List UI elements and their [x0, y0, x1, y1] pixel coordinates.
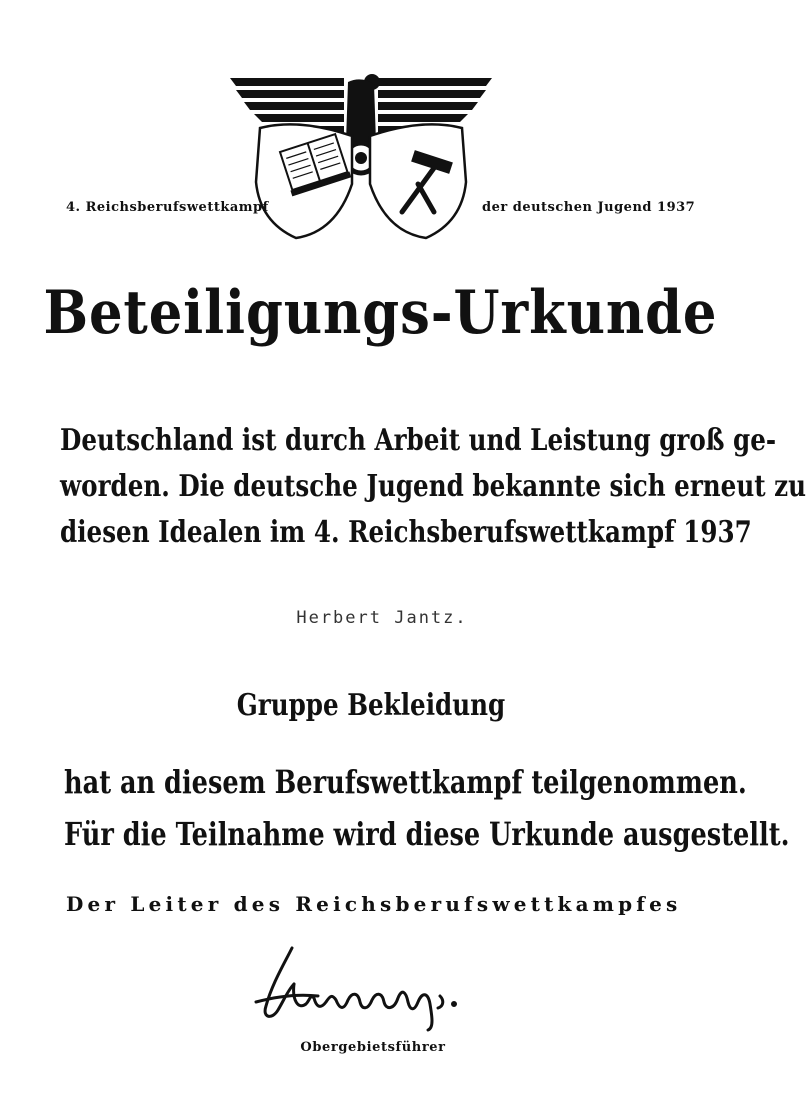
participation-line: Für die Teilnahme wird diese Urkunde ausgestellt. — [64, 815, 790, 853]
signatory-title: Obergebietsführer — [300, 1040, 446, 1055]
eagle-shields-emblem-icon — [226, 72, 496, 242]
intro-line: diesen Idealen im 4. Reichsberufswettkampf 1937 — [60, 515, 752, 550]
intro-line: Deutschland ist durch Arbeit und Leistung groß ge- — [60, 423, 777, 458]
recipient-name: Herbert Jantz. — [296, 608, 468, 628]
competition-group: Gruppe Bekleidung — [236, 688, 506, 723]
intro-line: worden. Die deutsche Jugend bekannte sich erneut zu — [60, 469, 806, 504]
certificate-title: Beteiligungs-Urkunde — [43, 278, 718, 348]
intro-paragraph — [60, 418, 806, 556]
header-left-text: 4. Reichsberufswettkampf — [66, 200, 269, 215]
handwritten-signature-icon — [248, 944, 518, 1034]
participation-line: hat an diesem Berufswettkampf teilgenommen. — [64, 763, 747, 801]
participation-paragraph — [64, 756, 790, 860]
leader-line: Der Leiter des Reichsberufswettkampfes — [66, 892, 682, 916]
header-right-text: der deutschen Jugend 1937 — [482, 200, 696, 215]
